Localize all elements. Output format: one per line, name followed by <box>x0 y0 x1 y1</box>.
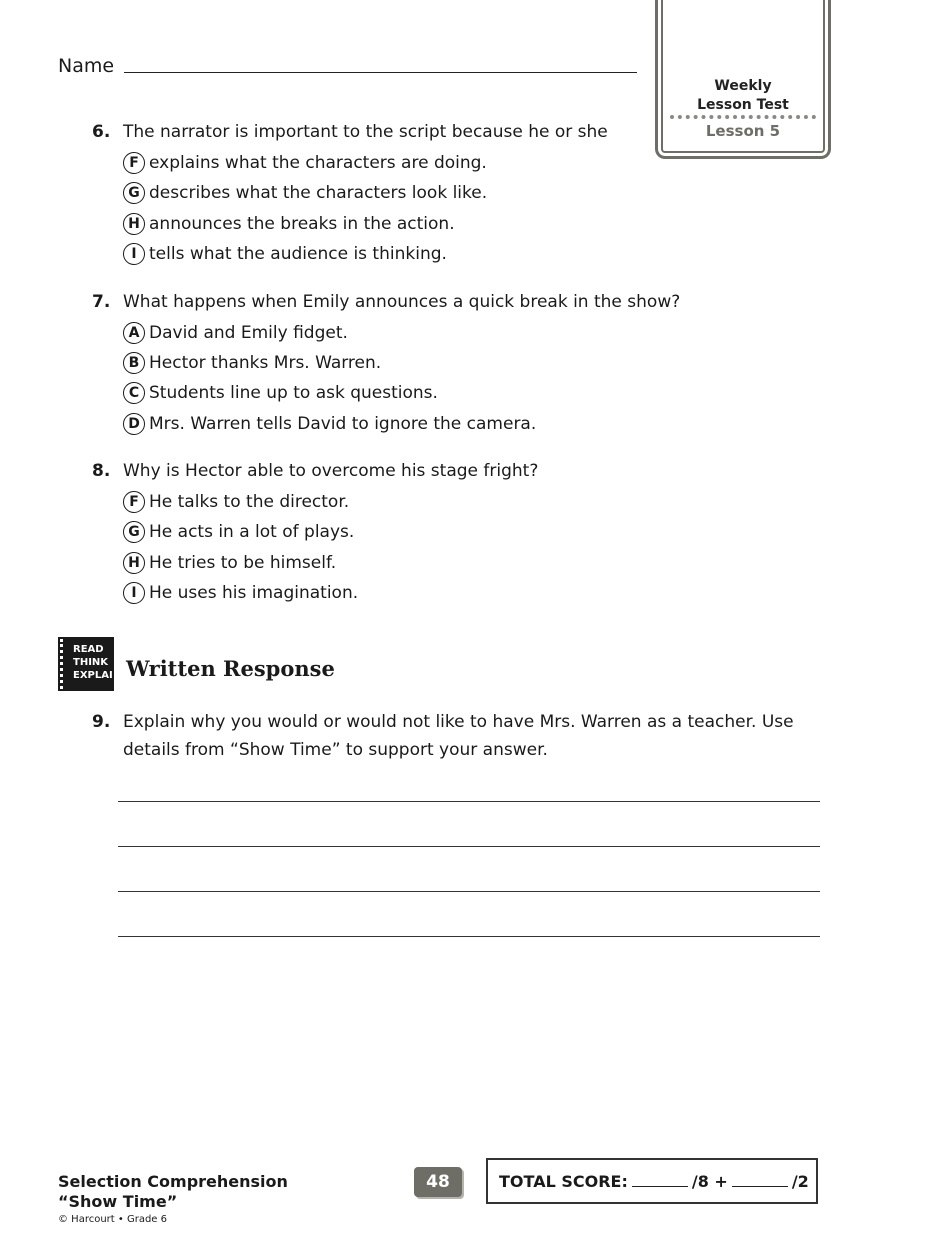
name-line[interactable] <box>124 72 637 73</box>
tab-divider <box>670 115 816 119</box>
icon-text-read: READ <box>73 644 104 655</box>
answer-bubble[interactable]: F <box>123 491 145 513</box>
footer-copyright: © Harcourt • Grade 6 <box>58 1214 167 1225</box>
answer-option[interactable] <box>123 181 487 205</box>
answer-text: He uses his imagination. <box>149 583 359 603</box>
answer-text: tells what the audience is thinking. <box>149 244 447 264</box>
score-blank-2[interactable] <box>732 1176 788 1187</box>
answer-option[interactable] <box>123 581 358 605</box>
answer-line[interactable] <box>118 801 820 802</box>
score-part-1: /8 + <box>691 1172 728 1191</box>
question-8-text: Why is Hector able to overcome his stage fright? <box>123 461 539 481</box>
answer-text: He talks to the director. <box>149 492 350 512</box>
footer-story-title: “Show Time” <box>58 1192 178 1211</box>
tab-lesson-number: Lesson 5 <box>705 122 781 140</box>
question-9-line-1: Explain why you would or would not like to have Mrs. Warren as a teacher. Use <box>123 712 794 732</box>
page-number: 48 <box>414 1167 462 1197</box>
icon-text-explain: EXPLAIN <box>73 670 122 681</box>
answer-option[interactable] <box>123 321 348 345</box>
answer-option[interactable] <box>123 242 447 266</box>
answer-text: announces the breaks in the action. <box>149 214 455 234</box>
answer-text: Students line up to ask questions. <box>149 383 438 403</box>
answer-text: David and Emily fidget. <box>149 323 348 343</box>
answer-option[interactable] <box>123 212 455 236</box>
answer-bubble[interactable]: B <box>123 352 145 374</box>
answer-line[interactable] <box>118 846 820 847</box>
question-6-text: The narrator is important to the script because he or she <box>123 122 608 142</box>
answer-option[interactable] <box>123 490 349 514</box>
score-blank-1[interactable] <box>632 1176 688 1187</box>
answer-option[interactable] <box>123 520 354 544</box>
answer-line[interactable] <box>118 891 820 892</box>
answer-option[interactable] <box>123 151 487 175</box>
answer-option[interactable] <box>123 351 381 375</box>
answer-bubble[interactable]: I <box>123 582 145 604</box>
footer-selection-label: Selection Comprehension <box>58 1172 288 1191</box>
answer-bubble[interactable]: H <box>123 552 145 574</box>
score-part-2: /2 <box>791 1172 809 1191</box>
answer-line[interactable] <box>118 936 820 937</box>
question-7-number: 7. <box>92 292 111 312</box>
question-8-number: 8. <box>92 461 111 481</box>
answer-bubble[interactable]: G <box>123 521 145 543</box>
question-7-text: What happens when Emily announces a quick break in the show? <box>123 292 681 312</box>
answer-bubble[interactable]: G <box>123 182 145 204</box>
total-score-box <box>486 1158 818 1204</box>
answer-option[interactable] <box>123 412 536 436</box>
footer-title <box>58 1172 288 1212</box>
answer-bubble[interactable]: H <box>123 213 145 235</box>
question-6-number: 6. <box>92 122 111 142</box>
answer-option[interactable] <box>123 551 336 575</box>
tab-line-lesson-test: Lesson Test <box>697 97 789 113</box>
name-label: Name <box>58 55 115 77</box>
answer-bubble[interactable]: F <box>123 152 145 174</box>
answer-text: explains what the characters are doing. <box>149 153 487 173</box>
question-9-number: 9. <box>92 712 111 732</box>
answer-text: He tries to be himself. <box>149 553 337 573</box>
answer-text: describes what the characters look like. <box>149 183 488 203</box>
total-score-label: TOTAL SCORE: <box>499 1172 628 1191</box>
answer-bubble[interactable]: I <box>123 243 145 265</box>
lesson-tab-title <box>658 77 828 115</box>
answer-text: Hector thanks Mrs. Warren. <box>149 353 382 373</box>
answer-bubble[interactable]: D <box>123 413 145 435</box>
answer-option[interactable] <box>123 381 438 405</box>
answer-text: He acts in a lot of plays. <box>149 522 355 542</box>
answer-bubble[interactable]: C <box>123 382 145 404</box>
tab-line-weekly: Weekly <box>714 78 772 94</box>
answer-text: Mrs. Warren tells David to ignore the camera. <box>149 414 537 434</box>
lesson-tab <box>655 0 831 159</box>
question-9-line-2: details from “Show Time” to support your answer. <box>123 740 548 760</box>
written-response-heading: Written Response <box>126 656 335 681</box>
read-think-explain-icon <box>60 639 122 689</box>
answer-bubble[interactable]: A <box>123 322 145 344</box>
icon-text-think: THINK <box>73 657 109 668</box>
